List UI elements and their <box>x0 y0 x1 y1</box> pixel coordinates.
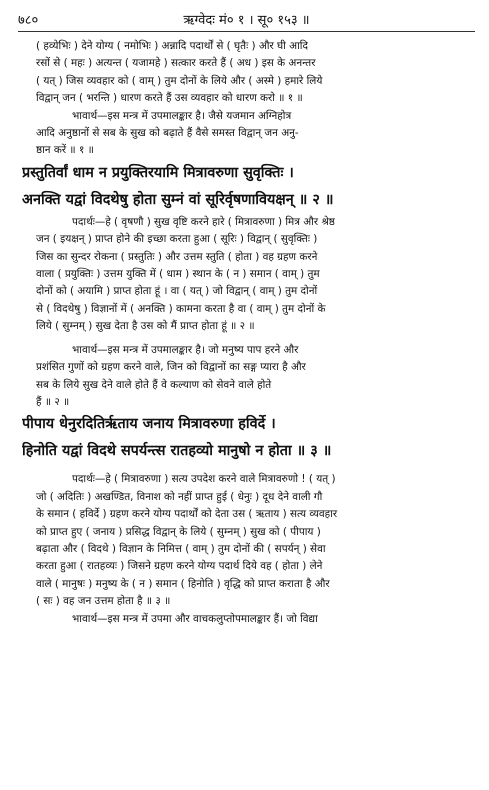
text-line: जन ( इयक्षन् ) प्राप्त होने की इच्छा करता हुआ ( सूरिः ) विद्वान् ( सुवृक्तिः ) <box>36 233 318 246</box>
text-line: के समान ( हविर्दे ) ग्रहण करने योग्य पदार्थों को देता उस ( ऋताय ) सत्य व्यवहार <box>36 508 338 521</box>
mantra-line: हिनोति यद्वां विदथे सपर्यन्त्स रातहव्यो मानुषो न होता ॥ ३ ॥ <box>22 443 332 460</box>
running-head: ऋग्वेदः मं० १ । सू० १५३ ॥ <box>183 13 310 28</box>
mantra-line: अनक्ति यद्वां विदथेषु होता सुम्नं वां सूरिर्वृषणावियक्षन् ॥ २ ॥ <box>22 191 334 208</box>
text-line: आदि अनुष्ठानों से सब के सुख को बढ़ाते हैं वैसे समस्त विद्वान् जन अनु- <box>36 127 299 140</box>
text-line: प्रशंसित गुणों को ग्रहण करने वाले, जिन को विद्वानों का सङ्ग प्यारा है और <box>36 361 306 374</box>
page-number: ७८० <box>18 13 39 28</box>
text-line: ( सः ) वह जन उत्तम होता है ॥ ३ ॥ <box>36 595 171 608</box>
mantra-3 <box>22 411 473 465</box>
text-line: लिये ( सुम्नम् ) सुख देता है उस को मैं प्राप्त होता हूं ॥ २ ॥ <box>36 320 255 333</box>
bhavartha-1 <box>36 108 473 160</box>
text-line: करता हुआ ( रातहव्यः ) जिसने ग्रहण करने योग्य पदार्थ दिये वह ( होता ) लेने <box>36 560 323 573</box>
text-line: पदार्थः—हे ( वृषणौ ) सुख वृष्टि करने हारे ( मित्रावरुणा ) मित्र और श्रेष्ठ <box>72 215 335 228</box>
page-content <box>22 38 473 628</box>
text-line: ( हव्येभिः ) देने योग्य ( नमोभिः ) अन्नादि पदार्थों से ( घृतैः ) और घी आदि <box>36 40 309 52</box>
text-line: भावार्थ—इस मन्त्र में उपमालङ्कार है। जैसे यजमान अग्निहोत्र <box>72 109 292 122</box>
text-line: ( यत् ) जिस व्यवहार को ( वाम् ) तुम दोनों के लिये और ( अस्मे ) हमारे लिये <box>36 74 323 87</box>
text-line: भावार्थ—इस मन्त्र में उपमा और वाचकलुप्तोपमालङ्कार हैं। जो विद्या <box>72 612 318 625</box>
text-line: विद्वान् जन ( भरन्ति ) धारण करते हैं उस व्यवहार को धारण करो ॥ १ ॥ <box>36 92 303 105</box>
text-line: भावार्थ—इस मन्त्र में उपमालङ्कार है। जो मनुष्य पाप हरने और <box>72 343 299 356</box>
text-line: बढ़ाता और ( विदथे ) विज्ञान के निमित्त ( वाम् ) तुम दोनों की ( सपर्यन् ) सेवा <box>36 542 326 555</box>
mantra-line: पीपाय धेनुरदितिर्ऋताय जनाय मित्रावरुणा हविर्दे । <box>22 416 276 433</box>
text-line: हैं ॥ २ ॥ <box>36 395 70 408</box>
text-line: वाला ( प्रयुक्तिः ) उत्तम युक्ति में ( धाम ) स्थान के ( न ) समान ( वाम् ) तुम <box>36 268 320 281</box>
text-line: ष्ठान करें ॥ १ ॥ <box>36 144 94 157</box>
text-line: को प्राप्त हुए ( जनाय ) प्रसिद्ध विद्वान् के लिये ( सुम्नम् ) सुख को ( पीपाय ) <box>36 525 321 538</box>
text-line: रसों से ( महः ) अत्यन्त ( यजामहे ) सत्कार करते हैं ( अध ) इस के अनन्तर <box>36 57 316 70</box>
bhavartha-2 <box>36 342 473 412</box>
text-line: वाले ( मानुषः ) मनुष्य के ( न ) समान ( हिनोति ) वृद्धि को प्राप्त कराता है और <box>36 577 330 590</box>
text-line: जो ( अदितिः ) अखण्डित, विनाश को नहीं प्राप्त हुई ( धेनुः ) दूध देने वाली गौ <box>36 490 323 503</box>
text-line: दोनों को ( अयामि ) प्राप्त होता हूं । वा ( यत् ) जो विद्वान् ( वाम् ) तुम दोनों <box>36 285 318 298</box>
padartha-3 <box>36 471 473 610</box>
text-line: जिस का सुन्दर रोकना ( प्रस्तुतिः ) और उत्तम स्तुति ( होता ) वह ग्रहण करने <box>36 250 318 263</box>
text-line: से ( विदथेषु ) विज्ञानों में ( अनक्ति ) कामना करता है वा ( वाम् ) तुम दोनों के <box>36 302 326 315</box>
bhavartha-3 <box>36 611 473 628</box>
page-header <box>18 10 475 30</box>
padartha-1 <box>36 38 473 108</box>
text-line: सब के लिये सुख देने वाले होते हैं वे कल्याण को सेवने वाले होते <box>36 378 272 391</box>
header-rule <box>18 31 475 32</box>
mantra-line: प्रस्तुतिर्वां धाम न प्रयुक्तिरयामि मित्रावरुणा सुवृक्तिः । <box>22 164 294 181</box>
text-line: पदार्थः—हे ( मित्रावरुणा ) सत्य उपदेश करने वाले मित्रावरुणो ! ( यत् ) <box>72 473 336 486</box>
mantra-2 <box>22 160 473 214</box>
padartha-2 <box>36 214 473 336</box>
